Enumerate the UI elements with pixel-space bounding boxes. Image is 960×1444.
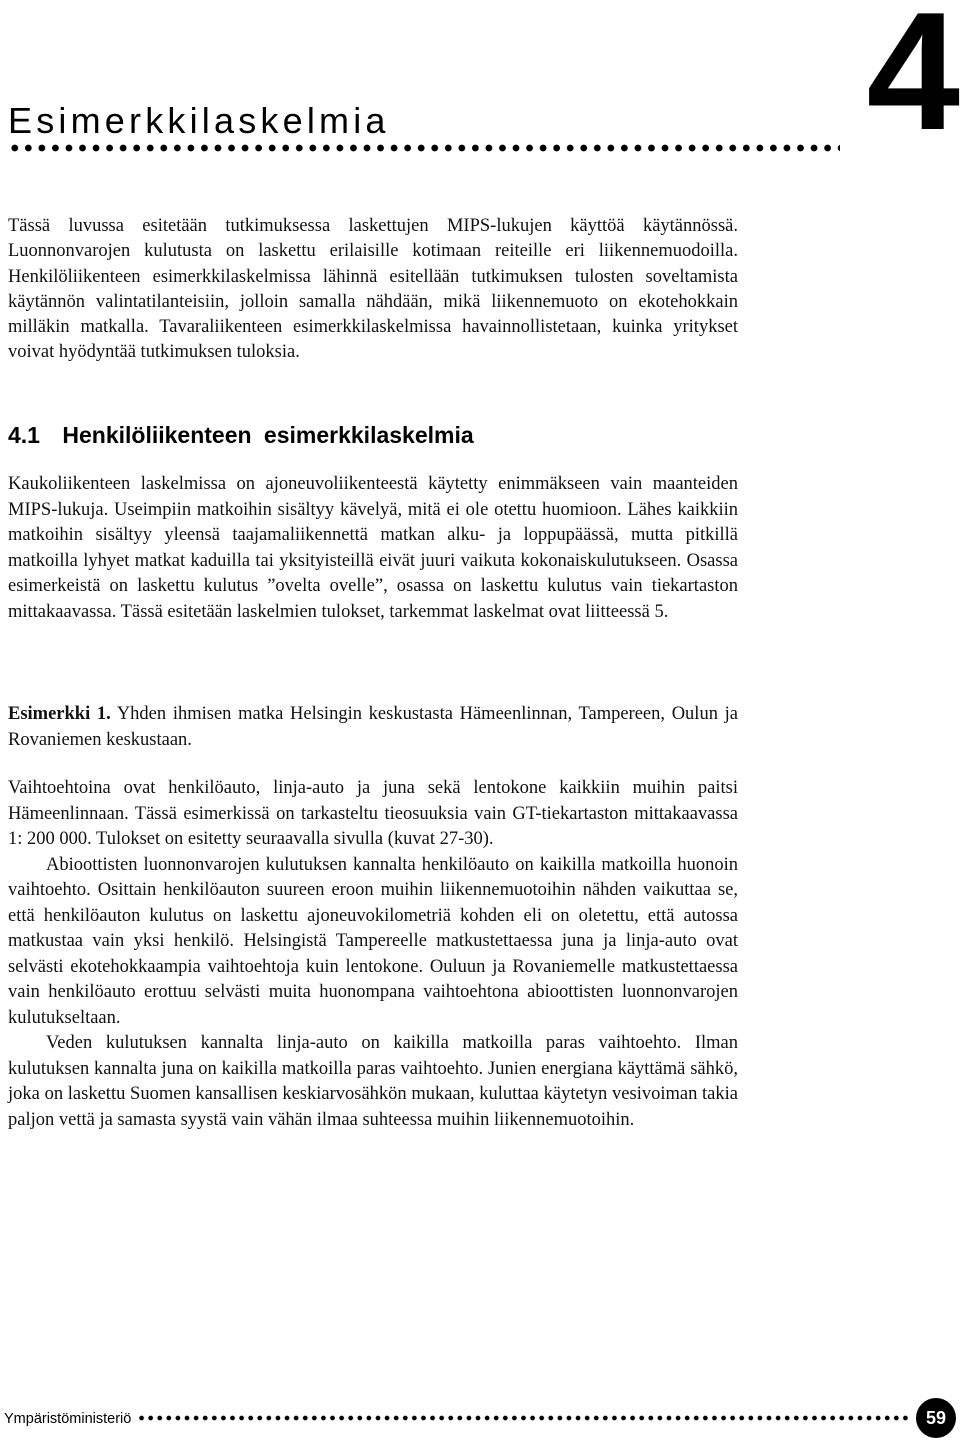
abioottisten-paragraph: Abioottisten luonnonvarojen kulutuksen kannalta henkilöauto on kaikilla matkoilla huonoin vaihtoehto. Osittain henkilöauton suureen eroon muihin liikennemuotoihin nähden vaikuttaa se, että henkilöauton kulutus on laskettu ajoneuvokilometriä kohden eli on oletettu, että autossa matkustaa vain yksi henkilö. Helsingistä Tampereelle matkustettaessa juna ja linja-auto ovat selvästi ekotehokkaampia vaihtoehtoja kuin lentokone. Ouluun ja Rovaniemelle matkustettaessa vain henkilöauto erottuu selvästi muita huonompana vaihtoehtona abioottisten luonnonvarojen kulutukseltaan. — [8, 854, 738, 1028]
intro-paragraph: Tässä luvussa esitetään tutkimuksessa laskettujen MIPS-lukujen käyttöä käytännössä. Luonnonvarojen kulutusta on laskettu erilaisille kotimaan reiteille eri liikennemuodoilla. Henkilöliikenteen esimerkkilaskelmissa lähinnä esitellään tutkimuksen tulosten soveltamista käytännön valintatilanteisiin, jolloin samalla nähdään, mikä liikennemuoto on ekotehokkain milläkin matkalla. Tavaraliikenteen esimerkkilaskelmissa havainnollistetaan, kuinka yritykset voivat hyödyntää tutkimuksen tuloksia. — [8, 216, 738, 363]
example1-label: Esimerkki 1. — [8, 704, 111, 724]
chapter-number: 4 — [866, 0, 956, 165]
footer-dotted-rule — [137, 1414, 908, 1422]
title-dotted-rule — [8, 143, 840, 153]
example1-paragraph — [8, 702, 738, 753]
vaihtoehtoina-paragraph: Vaihtoehtoina ovat henkilöauto, linja-auto ja juna sekä lentokone kaikkiin muihin paitsi Hämeenlinnaan. Tässä esimerkissä on tarkasteltu tieosuuksia vain GT-tiekartaston mittakaavassa 1: 200 000. Tulokset on esitetty seuraavalla sivulla (kuvat 27-30). — [8, 778, 738, 849]
options-block — [8, 776, 738, 1133]
kaukoliikenne-paragraph: Kaukoliikenteen laskelmissa on ajoneuvoliikenteestä käytetty enimmäkseen vain maanteiden MIPS-lukuja. Useimpiin matkoihin sisältyy kävelyä, mitä ei ole otettu huomioon. Lähes kaikkiin matkoihin sisältyy yleensä taajamaliikennettä matkan alku- ja loppupäässä, mutta pitkillä matkoilla lyhyet matkat kaduilla tai yksityisteillä eivät juuri vaikuta kokonaiskulutukseen. Osassa esimerkeistä on laskettu kulutus ”ovelta ovelle”, osassa on laskettu kulutus vain tiekartaston mittakaavassa. Tässä esitetään laskelmien tulokset, tarkemmat laskelmat ovat liitteessä 5. — [8, 474, 738, 622]
section-heading — [8, 420, 474, 450]
chapter-title: Esimerkkilaskelmia — [8, 100, 390, 141]
example1-text: Yhden ihmisen matka Helsingin keskustasta Hämeenlinnan, Tampereen, Oulun ja Rovaniemen keskustaan. — [8, 704, 738, 750]
example1-block — [8, 702, 738, 753]
section-title: Henkilöliikenteen esimerkkilaskelmia — [62, 422, 474, 448]
intro-paragraph-block — [8, 214, 738, 366]
section-number: 4.1 — [8, 422, 40, 448]
footer-publisher: Ympäristöministeriö — [4, 1411, 132, 1427]
veden-paragraph: Veden kulutuksen kannalta linja-auto on kaikilla matkoilla paras vaihtoehto. Ilman kulutuksen kannalta juna on kaikilla matkoilla paras vaihtoehto. Junien energiana käyttämä sähkö, joka on laskettu Suomen kansallisen keskiarvosähkön mukaan, kuluttaa käytetyn vesivoiman takia paljon vettä ja samasta syystä vain vähän ilmaa suhteessa muihin liikennemuotoihin. — [8, 1033, 738, 1130]
kaukoliikenne-block — [8, 472, 738, 625]
page-number-badge: 59 — [916, 1398, 956, 1438]
